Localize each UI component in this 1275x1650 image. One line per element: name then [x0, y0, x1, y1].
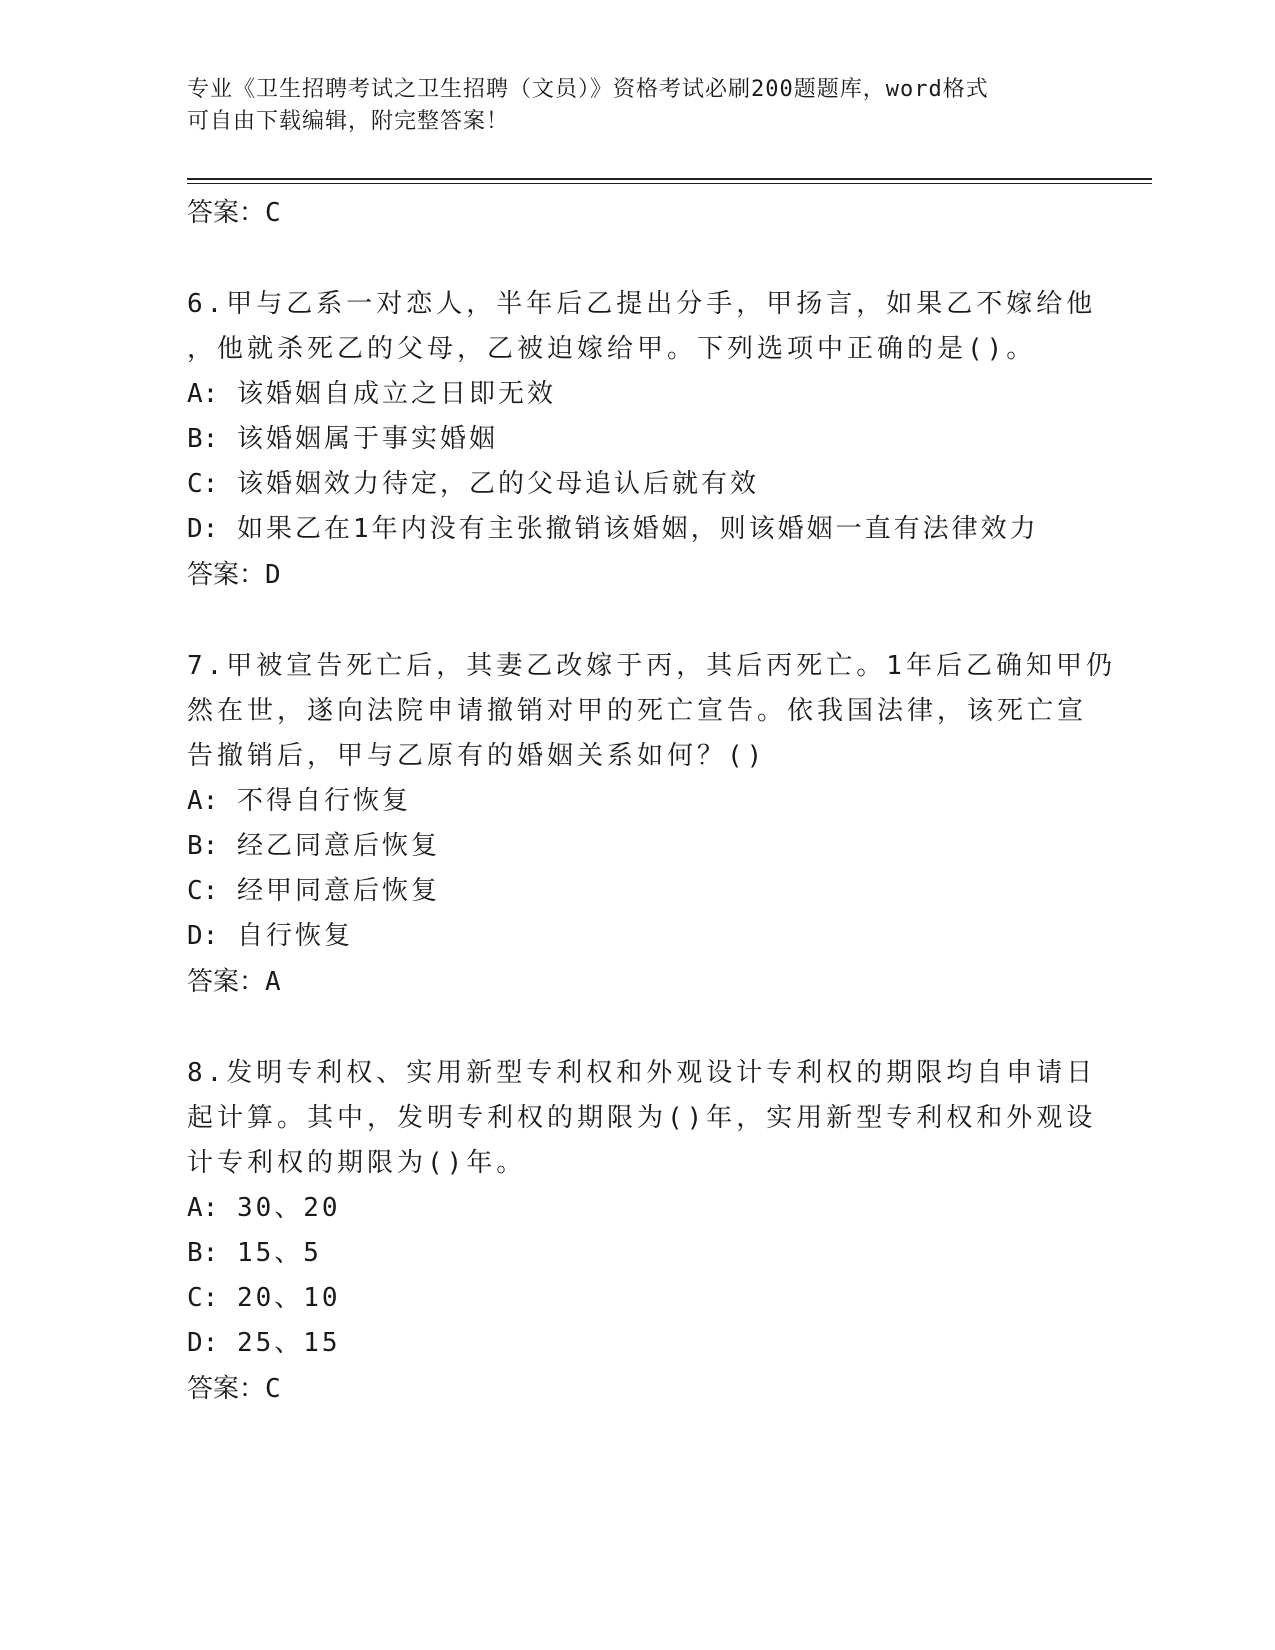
option-key: B:: [187, 1238, 219, 1268]
answer-label: 答案：: [187, 966, 266, 996]
option-key: B:: [187, 424, 219, 454]
option-key: A:: [187, 786, 219, 816]
answer-line: [187, 1366, 1147, 1410]
question-8: [187, 1051, 1147, 1410]
option-c: [187, 462, 1147, 507]
option-text: 经乙同意后恢复: [236, 831, 440, 861]
question-text-line: 告撤销后，甲与乙原有的婚姻关系如何？(): [187, 741, 767, 771]
option-text: 如果乙在1年内没有主张撤销该婚姻，则该婚姻一直有法律效力: [236, 514, 1039, 544]
question-7: [187, 644, 1147, 1003]
question-text-line: 8.发明专利权、实用新型专利权和外观设计专利权的期限均自申请日: [187, 1058, 1097, 1088]
answer-line: [187, 552, 1147, 596]
answer-label: 答案：: [187, 559, 266, 589]
option-key: C:: [187, 876, 219, 906]
document-header: [187, 74, 1087, 138]
header-line-2: 可自由下载编辑，附完整答案！: [187, 109, 510, 134]
option-key: C:: [187, 469, 219, 499]
option-text: 该婚姻效力待定，乙的父母追认后就有效: [236, 469, 759, 499]
question-text-line: 6.甲与乙系一对恋人，半年后乙提出分手，甲扬言，如果乙不嫁给他: [187, 289, 1097, 319]
answer-line: [187, 959, 1147, 1003]
option-key: D:: [187, 514, 219, 544]
option-key: D:: [187, 921, 219, 951]
answer-label: 答案：: [187, 197, 266, 227]
option-a: [187, 1186, 1147, 1231]
option-key: A:: [187, 379, 219, 409]
question-text-line: 然在世，遂向法院申请撤销对甲的死亡宣告。依我国法律，该死亡宣: [187, 696, 1088, 726]
option-a: [187, 779, 1147, 824]
option-c: [187, 1276, 1147, 1321]
header-divider-thick: [187, 178, 1152, 180]
option-text: 该婚姻自成立之日即无效: [236, 379, 556, 409]
option-d: [187, 1321, 1147, 1366]
option-key: B:: [187, 831, 219, 861]
answer-value: D: [265, 560, 281, 590]
answer-value: C: [265, 198, 281, 228]
question-text-line: 起计算。其中，发明专利权的期限为()年，实用新型专利权和外观设: [187, 1103, 1097, 1133]
option-text: 不得自行恢复: [236, 786, 411, 816]
option-text: 30、20: [236, 1193, 341, 1223]
option-b: [187, 824, 1147, 869]
option-c: [187, 869, 1147, 914]
option-key: C:: [187, 1283, 219, 1313]
option-text: 该婚姻属于事实婚姻: [236, 424, 498, 454]
option-text: 20、10: [236, 1283, 341, 1313]
option-text: 25、15: [236, 1328, 341, 1358]
question-text-line: ，他就杀死乙的父母，乙被迫嫁给甲。下列选项中正确的是()。: [187, 334, 1037, 364]
option-b: [187, 417, 1147, 462]
question-text-line: 7.甲被宣告死亡后，其妻乙改嫁于丙，其后丙死亡。1年后乙确知甲仍: [187, 651, 1116, 681]
option-key: A:: [187, 1193, 219, 1223]
question-text-line: 计专利权的期限为()年。: [187, 1148, 527, 1178]
answer-line: [187, 190, 1147, 234]
answer-label: 答案：: [187, 1373, 266, 1403]
header-divider-thin: [187, 183, 1152, 184]
option-text: 15、5: [236, 1238, 322, 1268]
question-6: [187, 282, 1147, 596]
question-list: [187, 190, 1147, 1410]
option-text: 自行恢复: [236, 921, 353, 951]
option-d: [187, 914, 1147, 959]
answer-value: C: [265, 1374, 281, 1404]
option-text: 经甲同意后恢复: [236, 876, 440, 906]
option-b: [187, 1231, 1147, 1276]
option-d: [187, 507, 1147, 552]
answer-value: A: [265, 967, 281, 997]
option-key: D:: [187, 1328, 219, 1358]
option-a: [187, 372, 1147, 417]
header-line-1: 专业《卫生招聘考试之卫生招聘（文员）》资格考试必刷200题题库，word格式: [187, 77, 989, 102]
